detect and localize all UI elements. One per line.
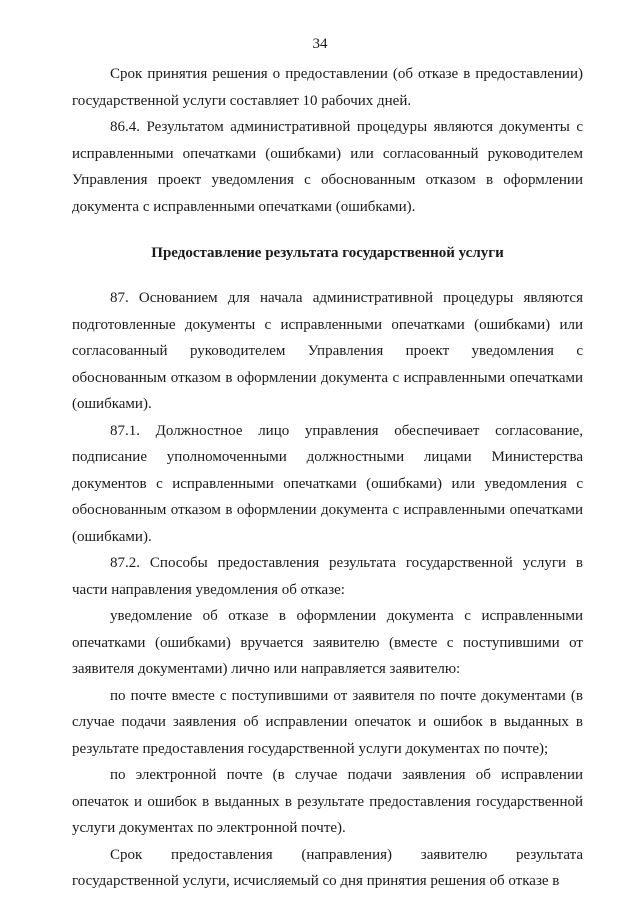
paragraph-decision-term: Срок принятия решения о предоставлении (об отказе в предоставлении) государственной услуги составляет 10 рабочих дней. (72, 66, 583, 109)
paragraph-87: 87. Основанием для начала административной процедуры являются подготовленные документы с исправленными опечатками (ошибками) или согласованный руководителем Управления проект уведомления с обоснованным отказом в оформлении документа с исправленными опечатками (ошибками). (72, 290, 583, 412)
section-86 (72, 61, 583, 220)
paragraph-87-1: 87.1. Должностное лицо управления обеспечивает согласование, подписание уполномоченными должностными лицами Министерства документов с исправленными опечатками (ошибками) или уведомления с обоснованным отказом в оформлении документа с исправленными опечатками (ошибками). (72, 422, 583, 545)
paragraph-refusal-notice: уведомление об отказе в оформлении документа с исправленными опечатками (ошибками) вручается заявителю (вместе с поступившими от заявителя документами) лично или направляется заявителю: (72, 608, 583, 677)
paragraph-by-mail: по почте вместе с поступившими от заявителя по почте документами (в случае подачи заявления об исправлении опечаток и ошибок в выданных в результате предоставления государственной услуги документах по почте); (72, 687, 583, 757)
paragraph-by-email: по электронной почте (в случае подачи заявления об исправлении опечаток и ошибок в выданных в результате предоставления государственной услуги документах по электронной почте). (72, 767, 583, 836)
paragraph-term: Срок предоставления (направления) заявителю результата государственной услуги, исчисляемый со дня принятия решения об отказе в (72, 846, 583, 889)
section-87 (72, 285, 583, 895)
page-number: 34 (312, 36, 328, 52)
paragraph-86-4: 86.4. Результатом административной процедуры являются документы с исправленными опечатками (ошибками) или согласованный руководителем Управления проект уведомления с обоснованным отказом в оформлении документа с исправленными опечатками (ошибками). (72, 119, 583, 215)
section-heading-wrap (72, 240, 583, 267)
paragraph-87-2: 87.2. Способы предоставления результата государственной услуги в части направления уведомления об отказе: (72, 555, 583, 598)
section-heading: Предоставление результата государственной услуги (151, 245, 504, 261)
